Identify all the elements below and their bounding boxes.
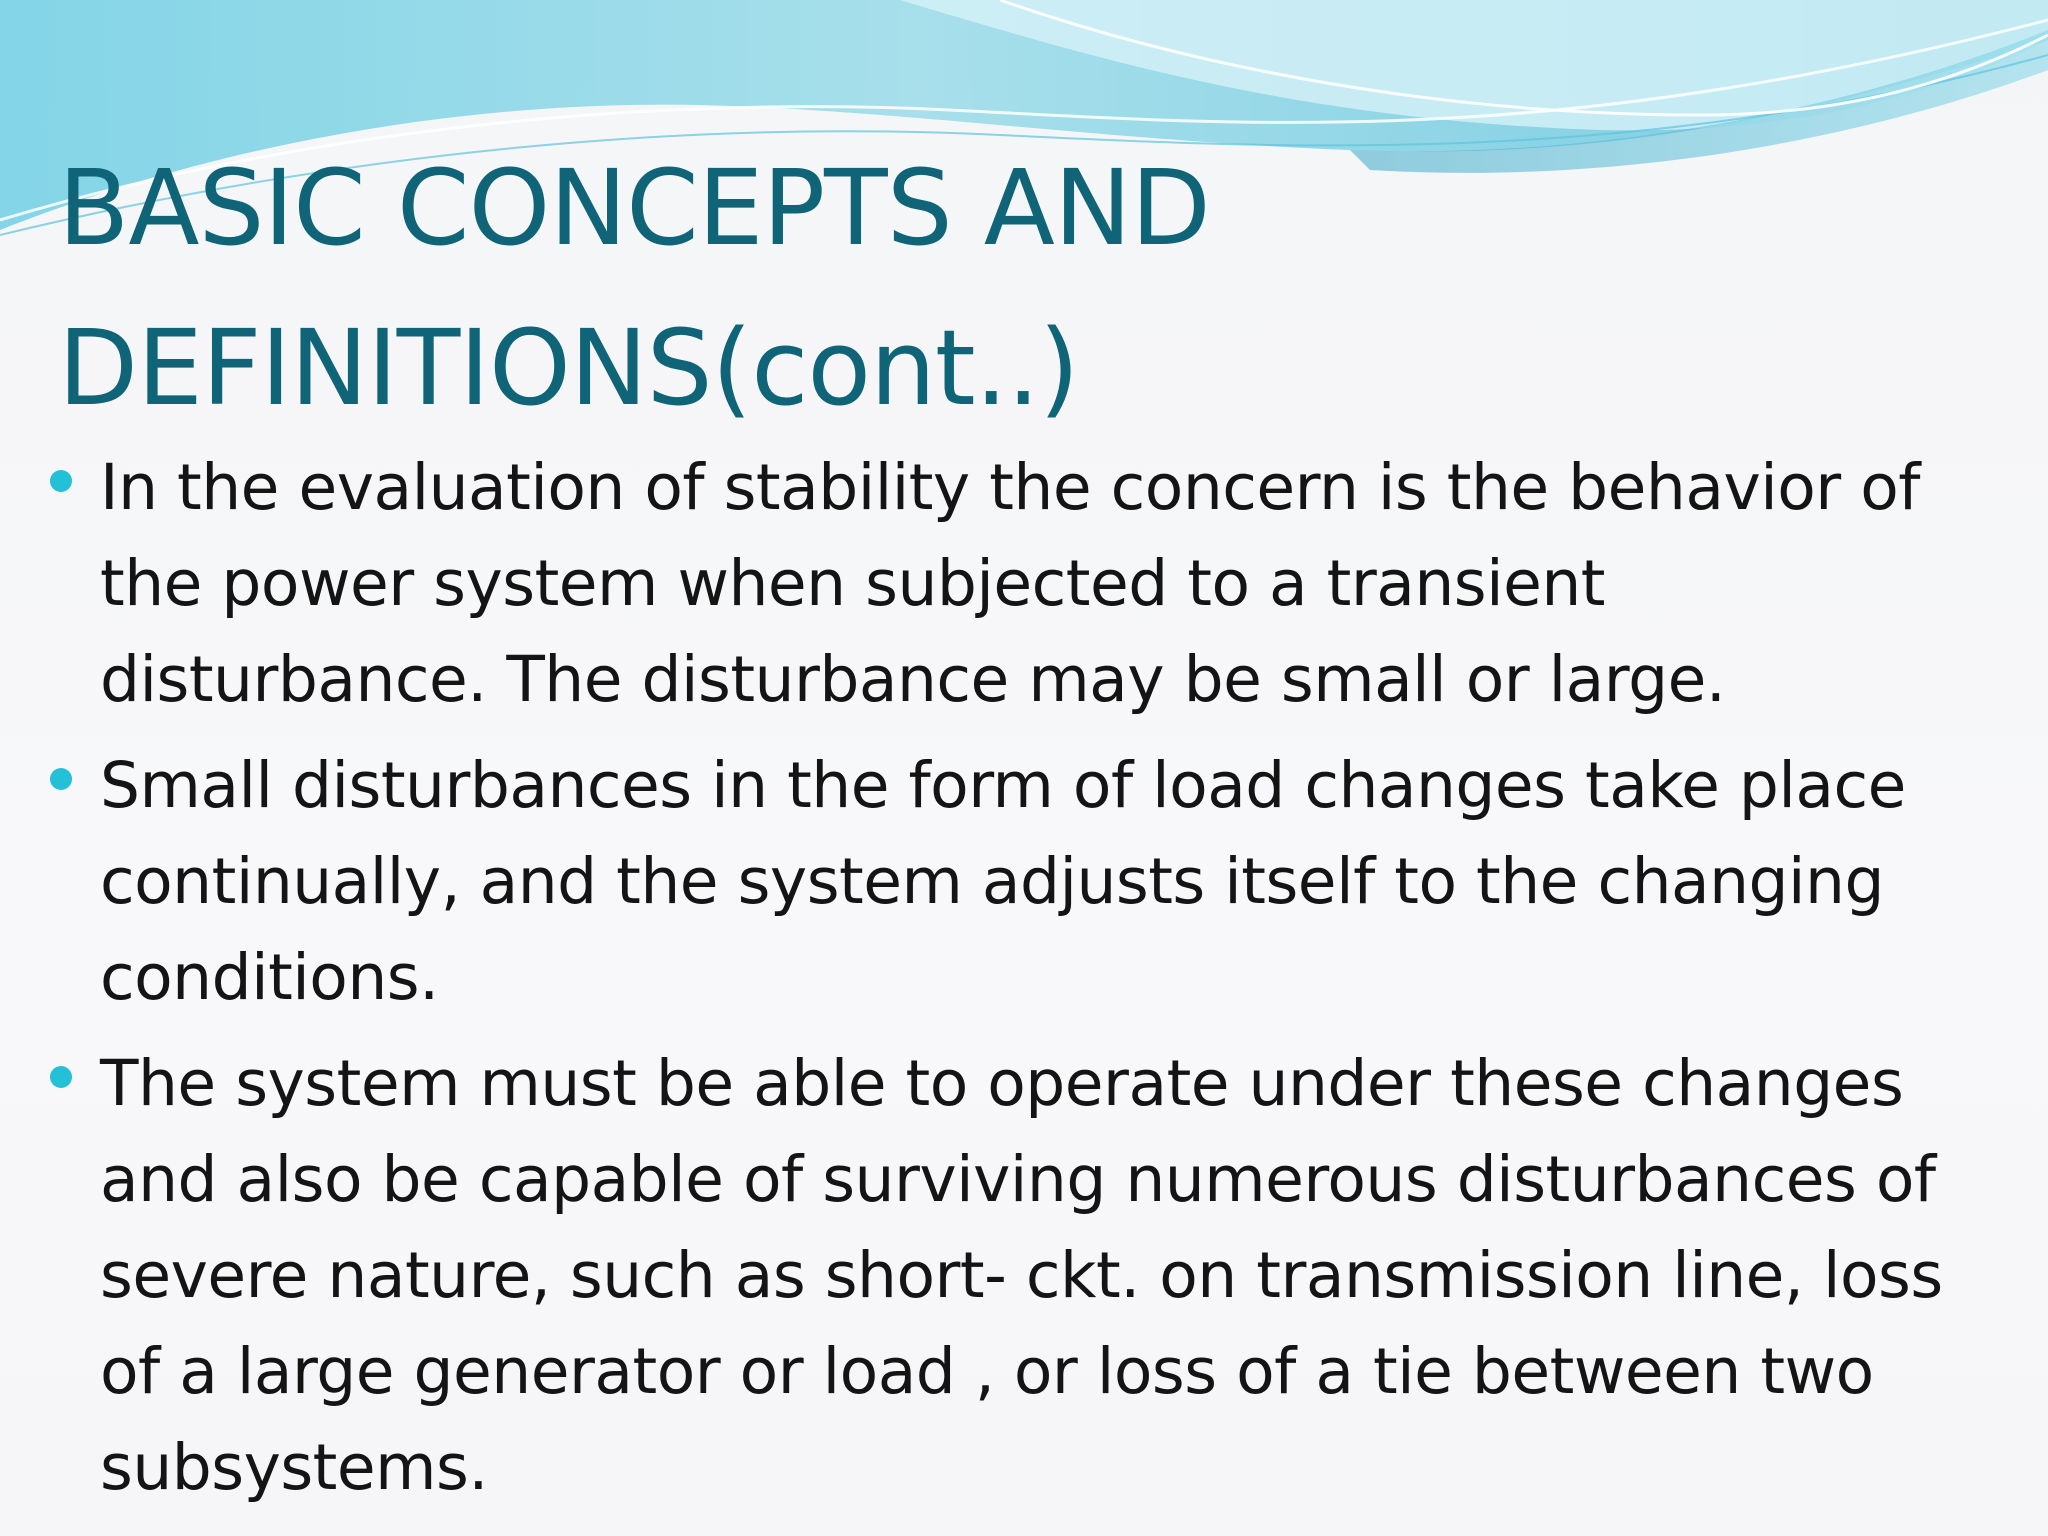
slide-title bbox=[58, 128, 1958, 448]
bullet-3-line-2: and also be capable of surviving numerous disturbances of bbox=[100, 1143, 1936, 1216]
bullet-1-line-2: the power system when subjected to a transient bbox=[100, 547, 1605, 620]
bullet-dot-icon bbox=[50, 768, 72, 790]
bullet-dot-icon bbox=[50, 470, 72, 492]
slide-title-line-1: BASIC CONCEPTS AND bbox=[58, 147, 1210, 269]
bullet-text-2 bbox=[100, 738, 2010, 1026]
bullet-2-line-2: continually, and the system adjusts itself to the changing bbox=[100, 845, 1884, 918]
bullet-item-1 bbox=[50, 440, 2010, 728]
bullet-3-line-1: The system must be able to operate under these changes bbox=[100, 1047, 1904, 1120]
bullet-item-2 bbox=[50, 738, 2010, 1026]
bullet-text-3 bbox=[100, 1036, 2010, 1516]
bullet-dot-icon bbox=[50, 1066, 72, 1088]
bullet-text-1 bbox=[100, 440, 2010, 728]
slide-title-line-2: DEFINITIONS(cont..) bbox=[58, 307, 1079, 429]
bullet-3-line-3: severe nature, such as short- ckt. on transmission line, loss bbox=[100, 1239, 1943, 1312]
bullet-item-3 bbox=[50, 1036, 2010, 1516]
bullet-1-line-1: In the evaluation of stability the concern is the behavior of bbox=[100, 451, 1920, 524]
bullet-2-line-1: Small disturbances in the form of load changes take place bbox=[100, 749, 1906, 822]
bullet-3-line-5: subsystems. bbox=[100, 1431, 488, 1504]
bullet-3-line-4: of a large generator or load , or loss of a tie between two bbox=[100, 1335, 1874, 1408]
bullet-1-line-3: disturbance. The disturbance may be small or large. bbox=[100, 643, 1726, 716]
bullet-list bbox=[50, 440, 2010, 1526]
bullet-2-line-3: conditions. bbox=[100, 941, 439, 1014]
